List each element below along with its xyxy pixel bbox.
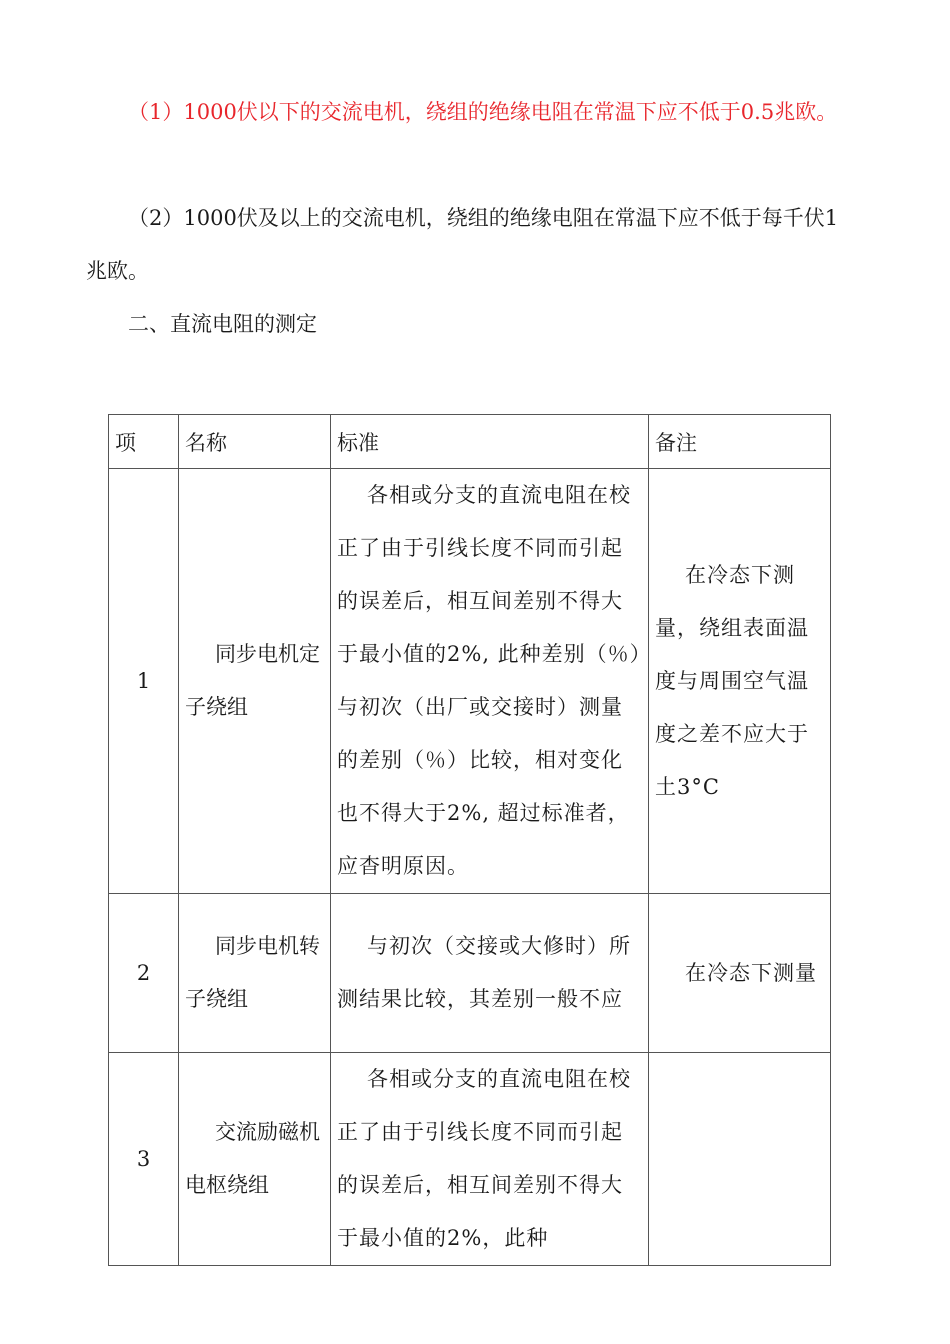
row-remarks-text: 在冷态下测量 xyxy=(685,960,817,985)
dc-resistance-table xyxy=(108,414,831,1266)
header-name: 名称 xyxy=(179,415,331,469)
row-standard xyxy=(331,469,649,894)
paragraph-ac-motor-below-1000v xyxy=(86,86,846,139)
paragraph-ac-motor-1000v-above xyxy=(86,192,846,298)
table-row xyxy=(109,894,831,1053)
row-index: 2 xyxy=(109,894,179,1053)
row-standard-text: 与初次（交接或大修时）所测结果比较，其差别一般不应 xyxy=(337,934,631,1011)
row-name-text: 同步电机定子绕组 xyxy=(185,642,320,719)
row-name xyxy=(179,1053,331,1266)
row-standard-text: 各相或分支的直流电阻在校正了由于引线长度不同而引起的误差后，相互间差别不得大于最小值的2%，此种 xyxy=(337,1067,631,1250)
row-standard-text: 各相或分支的直流电阻在校正了由于引线长度不同而引起的误差后，相互间差别不得大于最小值的2%, 此种差别（％）与初次（出厂或交接时）测量的差别（％）比较，相对变化也不得大于2%, 超过标准者，应杳明原因。 xyxy=(337,483,642,878)
table-header-row xyxy=(109,415,831,469)
section-heading-dc-resistance xyxy=(86,298,846,351)
paragraph-text: （2）1000伏及以上的交流电机，绕组的绝缘电阻在常温下应不低于每千伏1兆欧。 xyxy=(86,206,839,283)
row-index: 3 xyxy=(109,1053,179,1266)
row-remarks xyxy=(649,469,831,894)
row-index: 1 xyxy=(109,469,179,894)
row-standard xyxy=(331,1053,649,1266)
row-name-text: 同步电机转子绕组 xyxy=(185,934,320,1011)
section-heading-text: 二、直流电阻的测定 xyxy=(128,312,317,336)
header-item: 项 xyxy=(109,415,179,469)
table-row xyxy=(109,1053,831,1266)
table-row xyxy=(109,469,831,894)
row-remarks xyxy=(649,1053,831,1266)
row-remarks-text: 在冷态下测量，绕组表面温度与周围空气温度之差不应大于土3°C xyxy=(655,562,809,799)
paragraph-text: （1）1000伏以下的交流电机，绕组的绝缘电阻在常温下应不低于0.5兆欧。 xyxy=(128,100,838,124)
header-remarks: 备注 xyxy=(649,415,831,469)
row-remarks xyxy=(649,894,831,1053)
header-standard: 标准 xyxy=(331,415,649,469)
row-name xyxy=(179,469,331,894)
row-standard xyxy=(331,894,649,1053)
row-name-text: 交流励磁机电枢绕组 xyxy=(185,1120,320,1197)
row-name xyxy=(179,894,331,1053)
